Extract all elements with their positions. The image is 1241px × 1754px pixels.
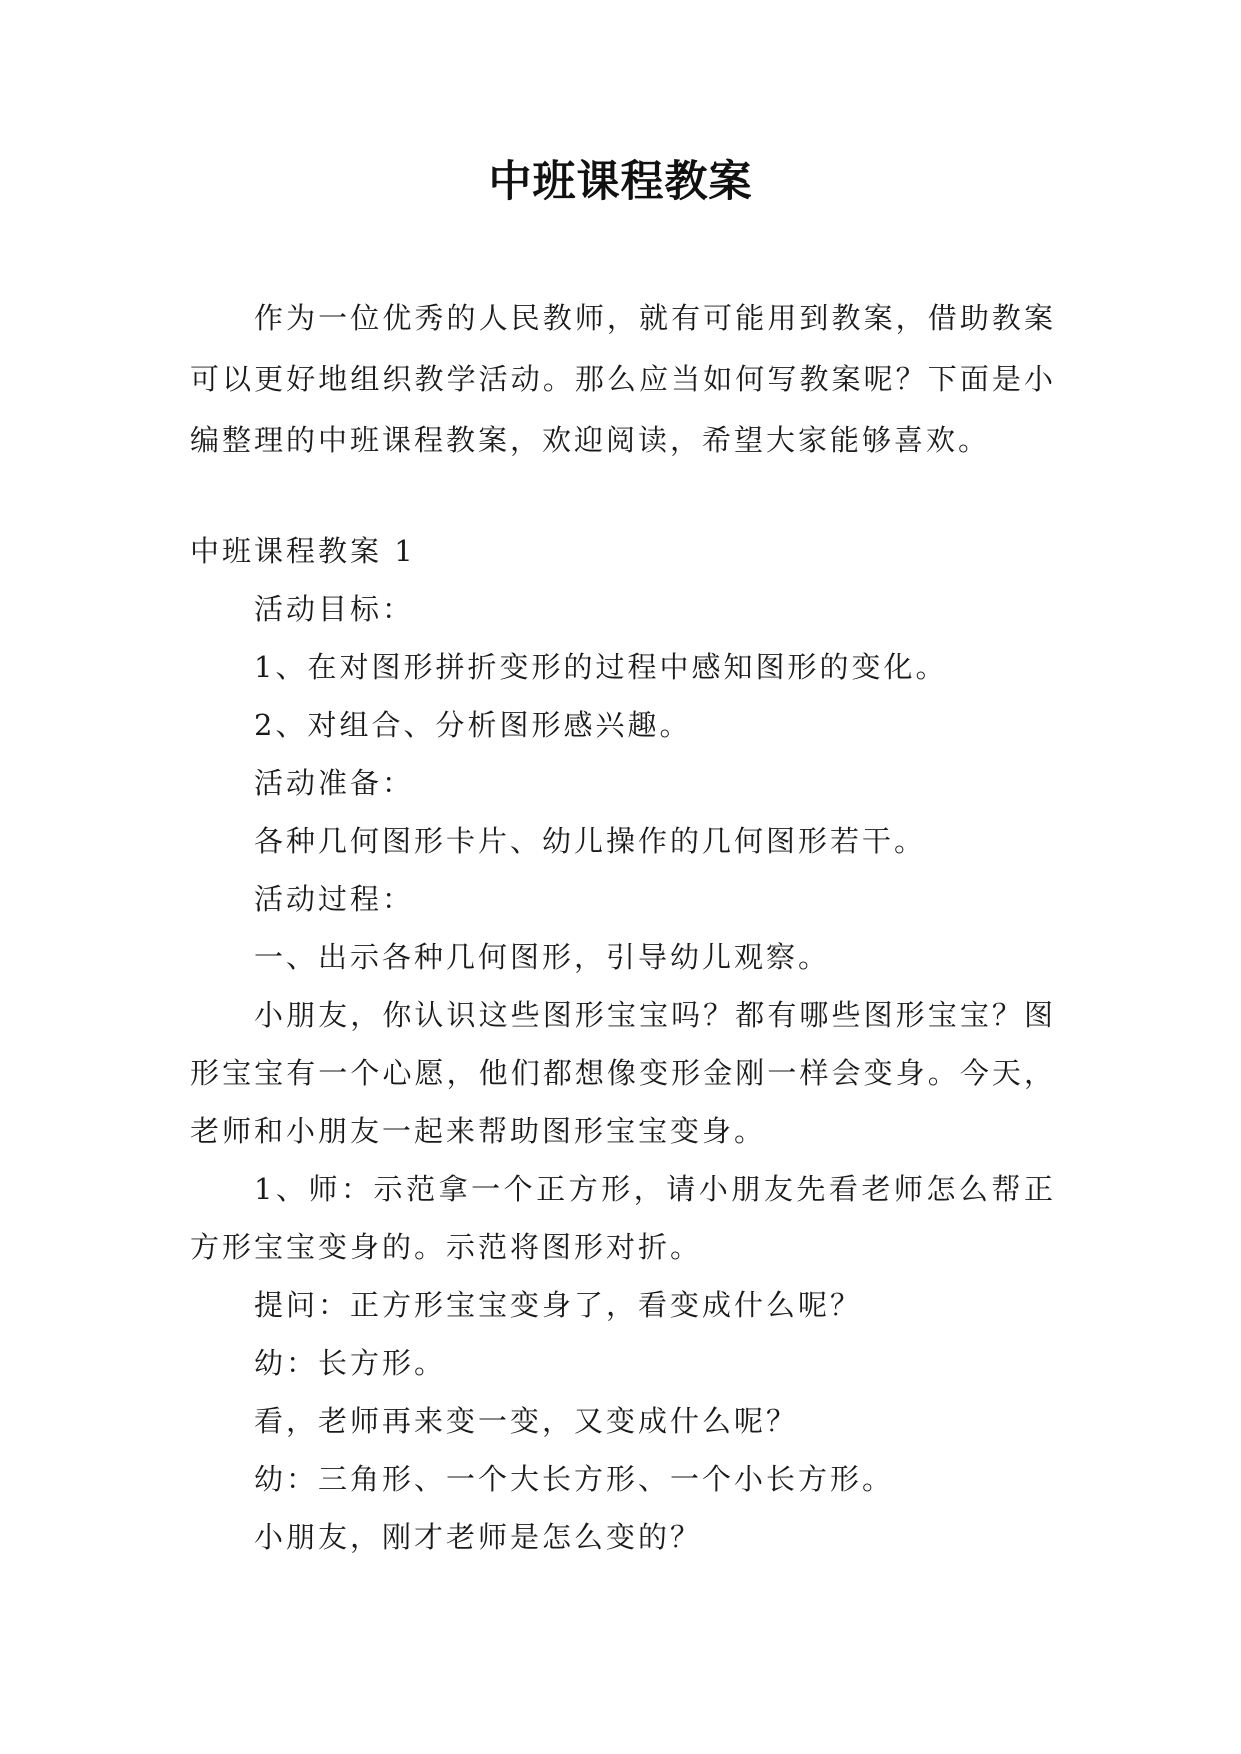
intro-paragraph: 作为一位优秀的人民教师，就有可能用到教案，借助教案可以更好地组织教学活动。那么应当如何写教案呢？下面是小编整理的中班课程教案，欢迎阅读，希望大家能够喜欢。: [190, 301, 1056, 457]
paragraph-question-1: 提问：正方形宝宝变身了，看变成什么呢？: [254, 1288, 863, 1322]
paragraph-process-heading: 活动过程：: [254, 882, 415, 916]
paragraph-step-1: 一、出示各种几何图形，引导幼儿观察。: [254, 940, 831, 974]
paragraph-teacher-demo: 1、师：示范拿一个正方形，请小朋友先看老师怎么帮正方形宝宝变身的。示范将图形对折。: [190, 1172, 1056, 1264]
paragraph-goal-heading: 活动目标：: [254, 592, 415, 626]
paragraph-step-1-intro: 小朋友，你认识这些图形宝宝吗？都有哪些图形宝宝？图形宝宝有一个心愿，他们都想像变形金刚一样会变身。今天，老师和小朋友一起来帮助图形宝宝变身。: [190, 998, 1056, 1148]
paragraph-prep-heading: 活动准备：: [254, 766, 415, 800]
paragraph-answer-2: 幼：三角形、一个大长方形、一个小长方形。: [254, 1462, 895, 1496]
lesson-body: [190, 522, 1056, 1566]
paragraph-question-2: 看，老师再来变一变，又变成什么呢？: [254, 1404, 799, 1438]
paragraph-goal-1: 1、在对图形拼折变形的过程中感知图形的变化。: [254, 650, 948, 684]
paragraph-prep-materials: 各种几何图形卡片、幼儿操作的几何图形若干。: [254, 824, 927, 858]
section-heading: 中班课程教案 1: [190, 534, 416, 568]
document-title: 中班课程教案: [488, 157, 753, 207]
paragraph-question-3: 小朋友，刚才老师是怎么变的？: [254, 1520, 703, 1554]
paragraph-goal-2: 2、对组合、分析图形感兴趣。: [254, 708, 692, 742]
paragraph-answer-1: 幼：长方形。: [254, 1346, 447, 1380]
